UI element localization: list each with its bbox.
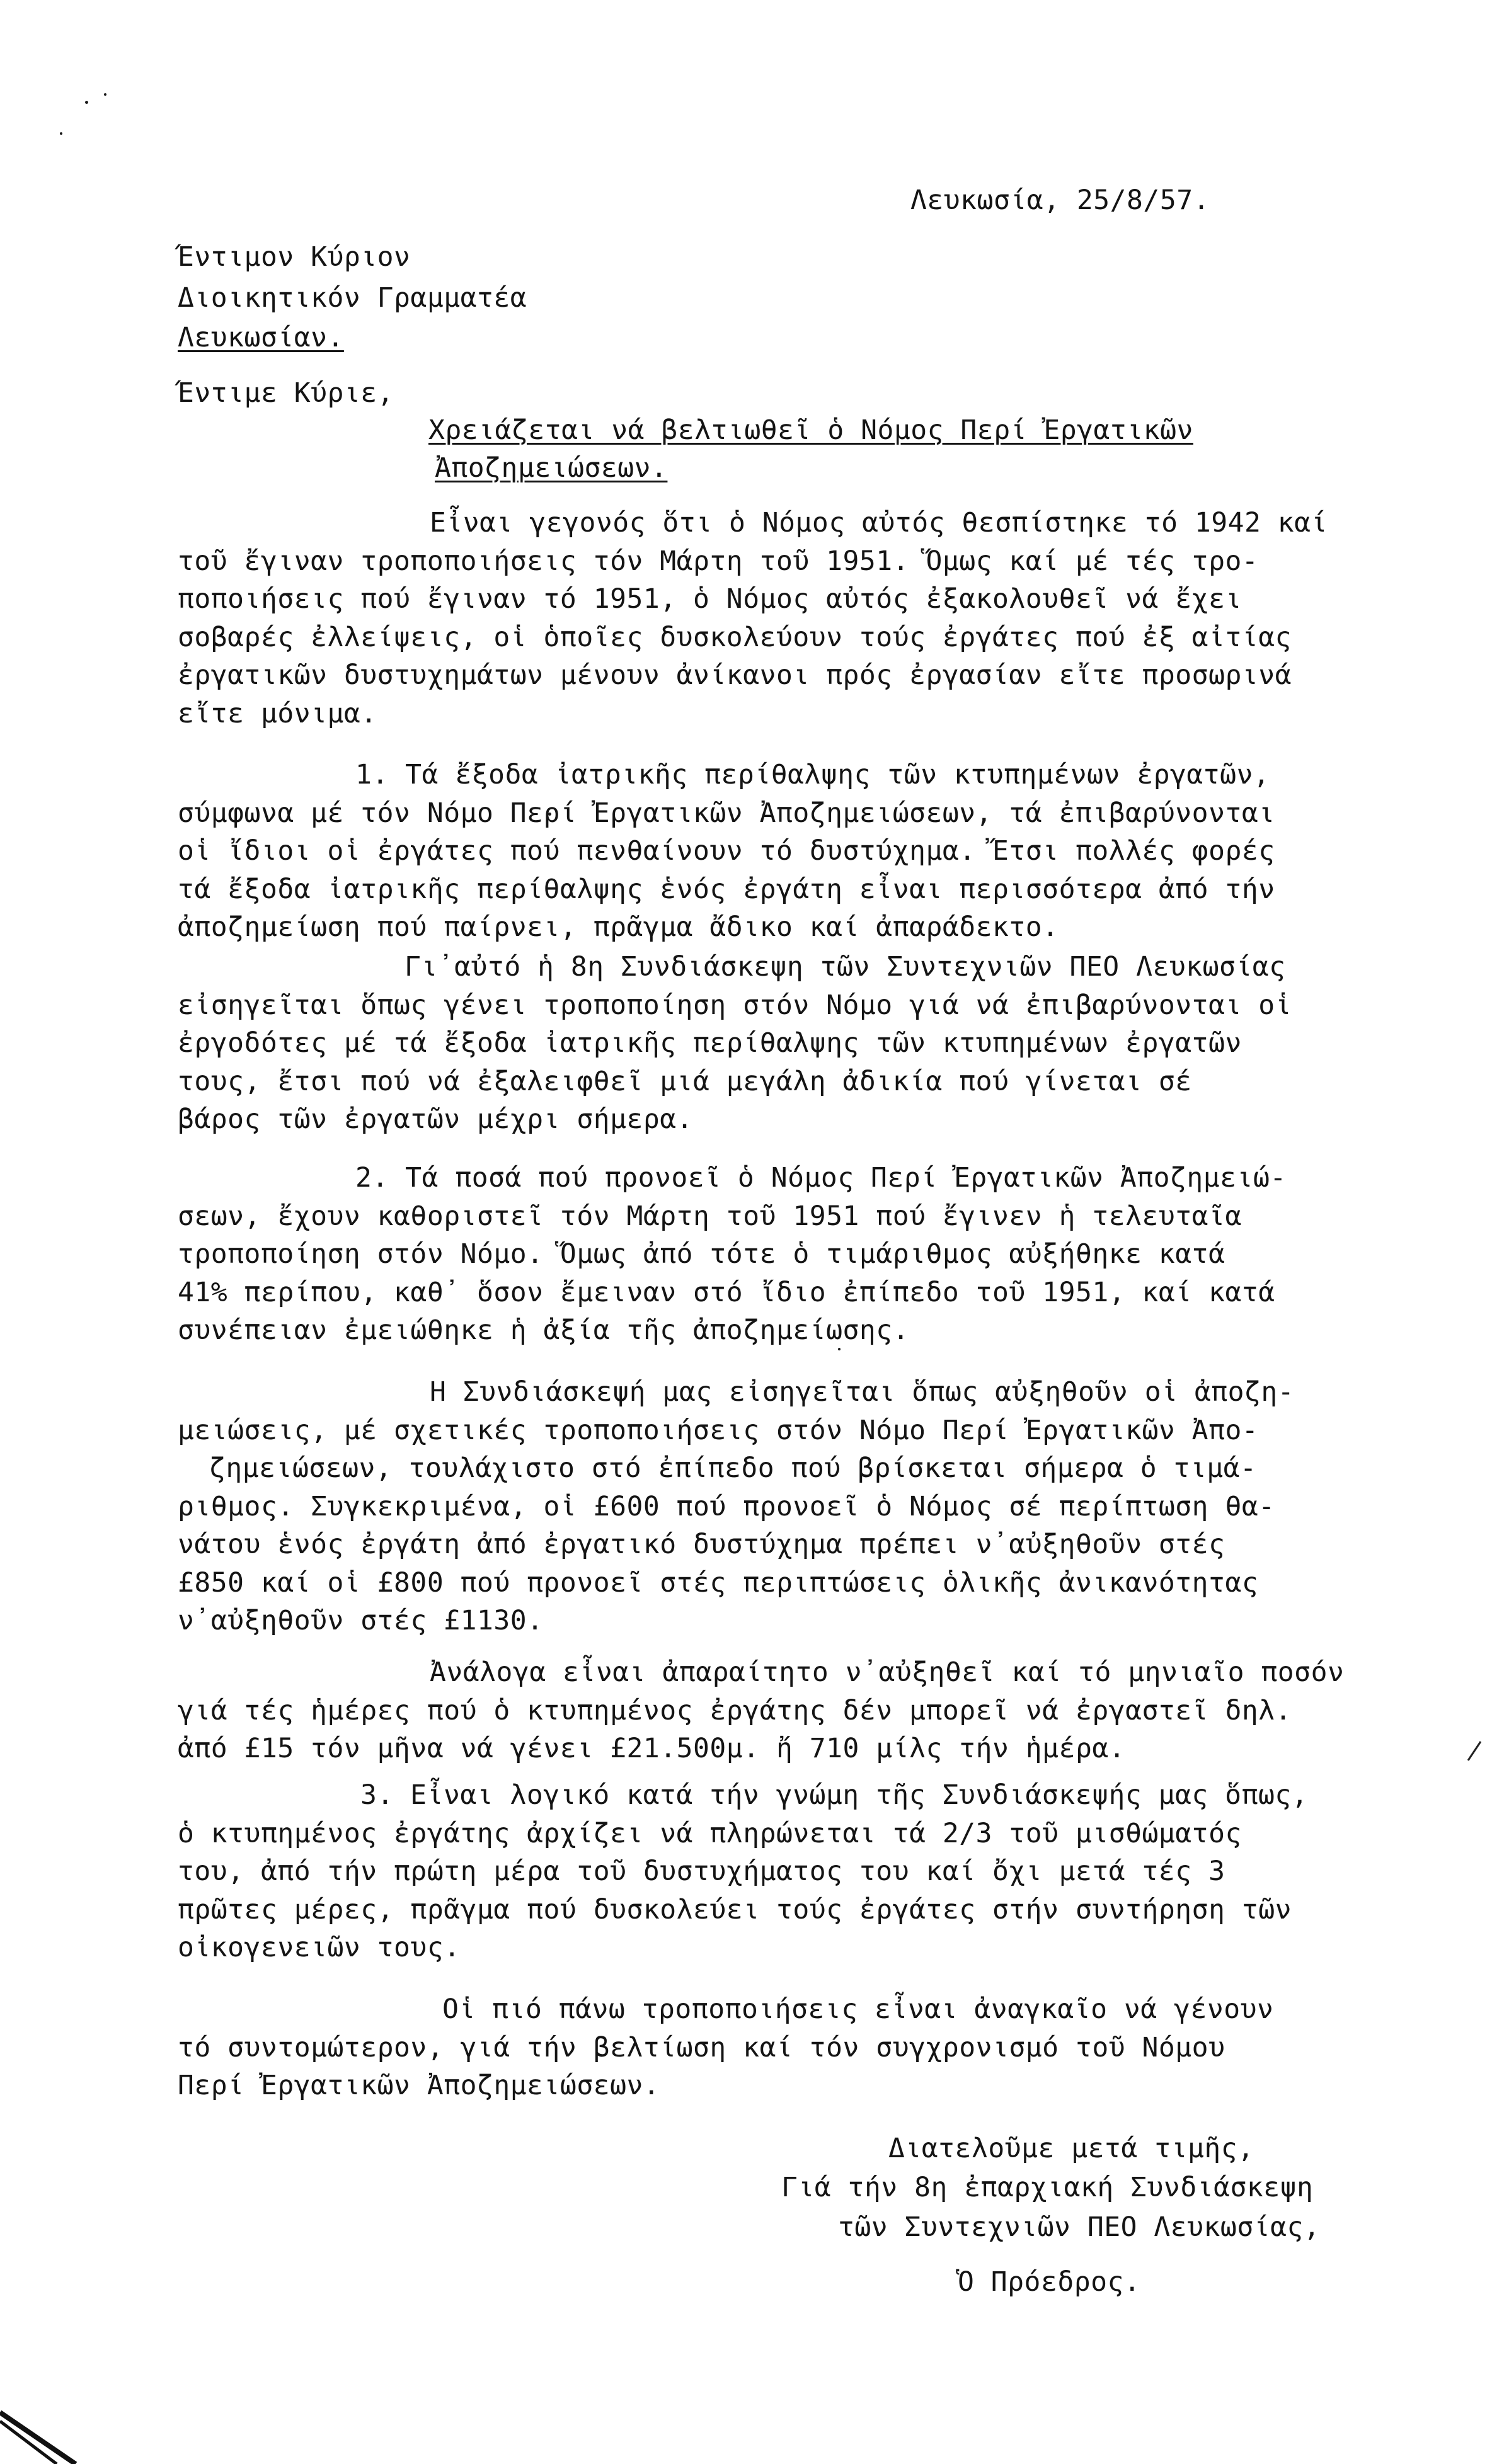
paragraph-line: τοῦ ἔγιναν τροποποιήσεις τόν Μάρτη τοῦ 1951. Ὅμως καί μέ τές τρο- — [178, 545, 1259, 577]
paragraph-line: οἰκογενειῶν τους. — [178, 1932, 461, 1963]
paragraph-line: ν᾽αὐξηθοῦν στές £1130. — [178, 1605, 544, 1636]
paragraph-line: ὁ κτυπημένος ἐργάτης ἀρχίζει νά πληρώνεται τά 2/3 τοῦ μισθώματός — [178, 1817, 1242, 1849]
paragraph-line: σύμφωνα μέ τόν Νόμο Περί Ἐργατικῶν Ἀποζημειώσεων, τά ἐπιβαρύνονται — [178, 797, 1275, 829]
letter-date: Λευκωσία, 25/8/57. — [910, 185, 1210, 216]
paragraph-line: ζημειώσεων, τουλάχιστο στό ἐπίπεδο πού βρίσκεται σήμερα ὁ τιμά- — [209, 1452, 1257, 1484]
paragraph-line: ἀποζημείωση πού παίρνει, πρᾶγμα ἄδικο καί ἀπαράδεκτο. — [178, 911, 1059, 943]
paragraph-line: £850 καί οἱ £800 πού προνοεῖ στές περιπτώσεις ὁλικῆς ἀνικανότητας — [178, 1566, 1259, 1599]
recipient-line-3: Λευκωσίαν. — [178, 322, 344, 353]
closing-line-1: Διατελοῦμε μετά τιμῆς, — [888, 2133, 1254, 2164]
paragraph-line: 1. Τά ἔξοδα ἰατρικῆς περίθαλψης τῶν κτυπημένων ἐργατῶν, — [355, 759, 1270, 790]
paragraph-proposal-2 — [178, 1373, 1294, 1640]
paragraph-conclusion — [178, 1990, 1273, 2105]
scan-speck — [104, 93, 106, 96]
paragraph-line: βάρος τῶν ἐργατῶν μέχρι σήμερα. — [178, 1104, 694, 1135]
paragraph-line: τά ἔξοδα ἰατρικῆς περίθαλψης ἑνός ἐργάτη εἶναι περισσότερα ἀπό τήν — [178, 873, 1275, 905]
paragraph-point-3 — [178, 1776, 1308, 1967]
subject-line-2: Ἀποζημειώσεων. — [435, 452, 668, 484]
paragraph-line: Γι᾽αὐτό ἡ 8η Συνδιάσκεψη τῶν Συντεχνιῶν ΠΕΟ Λευκωσίας — [405, 951, 1286, 983]
paragraph-line: 2. Τά ποσά πού προνοεῖ ὁ Νόμος Περί Ἐργατικῶν Ἀποζημειώ- — [355, 1162, 1287, 1194]
recipient-line-1: Έντιμον Κύριον — [178, 241, 411, 273]
paragraph-line: ριθμος. Συγκεκριμένα, οἱ £600 πού προνοεῖ ὁ Νόμος σέ περίπτωση θα- — [178, 1490, 1275, 1522]
paragraph-line: εἴτε μόνιμα. — [178, 697, 377, 729]
paragraph-line: συνέπειαν ἐμειώθηκε ἡ ἀξία τῆς ἀποζημείωσης. — [178, 1315, 910, 1346]
paragraph-line: οἱ ἴδιοι οἱ ἐργάτες πού πενθαίνουν τό δυστύχημα. Ἔτσι πολλές φορές — [178, 835, 1275, 867]
paragraph-line: 41% περίπου, καθ᾽ ὅσον ἔμειναν στό ἴδιο ἐπίπεδο τοῦ 1951, καί κατά — [178, 1276, 1275, 1308]
closing-line-3: τῶν Συντεχνιῶν ΠΕΟ Λευκωσίας, — [838, 2211, 1321, 2243]
paragraph-line: πρῶτες μέρες, πρᾶγμα πού δυσκολεύει τούς ἐργάτες στήν συντήρηση τῶν — [178, 1893, 1292, 1925]
paragraph-point-1 — [178, 756, 1275, 947]
paragraph-line: ἐργατικῶν δυστυχημάτων μένουν ἀνίκανοι πρός ἐργασίαν εἴτε προσωρινά — [178, 659, 1292, 691]
paragraph-line: του, ἀπό τήν πρώτη μέρα τοῦ δυστυχήματος του καί ὄχι μετά τές 3 — [178, 1856, 1225, 1887]
paragraph-line: τους, ἔτσι πού νά ἐξαλειφθεῖ μιά μεγάλη ἀδικία πού γίνεται σέ — [178, 1065, 1192, 1097]
paragraph-monthly — [178, 1653, 1344, 1768]
paragraph-proposal-1 — [178, 948, 1292, 1139]
subject-line-1: Χρειάζεται νά βελτιωθεῖ ὁ Νόμος Περί Ἐργατικῶν — [428, 414, 1193, 446]
scan-tick-mark — [1465, 1738, 1484, 1764]
paragraph-line: ἀπό £15 τόν μῆνα νά γένει £21.500μ. ἤ 710 μίλς τήν ἡμέρα. — [178, 1733, 1126, 1764]
paragraph-line: ποποιήσεις πού ἔγιναν τό 1951, ὁ Νόμος αὐτός ἐξακολουθεῖ νά ἔχει — [178, 583, 1242, 615]
paragraph-line: Εἶναι γεγονός ὅτι ὁ Νόμος αὐτός θεσπίστηκε τό 1942 καί — [430, 507, 1328, 539]
paragraph-line: τό συντομώτερον, γιά τήν βελτίωση καί τόν συγχρονισμό τοῦ Νόμου — [178, 2031, 1225, 2063]
paragraph-line: εἰσηγεῖται ὅπως γένει τροποποίηση στόν Νόμο γιά νά ἐπιβαρύνονται οἱ — [178, 989, 1292, 1021]
paragraph-line: νάτου ἑνός ἐργάτη ἀπό ἐργατικό δυστύχημα πρέπει ν᾽αὐξηθοῦν στές — [178, 1529, 1225, 1560]
paragraph-line: Η Συνδιάσκεψή μας εἰσηγεῖται ὅπως αὐξηθοῦν οἱ ἀποζη- — [430, 1376, 1295, 1408]
paragraph-line: σεων, ἔχουν καθοριστεῖ τόν Μάρτη τοῦ 1951 πού ἔγινεν ἡ τελευταῖα — [178, 1200, 1242, 1232]
paragraph-intro — [178, 504, 1328, 733]
paragraph-line: 3. Εἶναι λογικό κατά τήν γνώμη τῆς Συνδιάσκεψής μας ὅπως, — [360, 1779, 1309, 1811]
signature-title: Ὁ Πρόεδρος. — [958, 2266, 1141, 2298]
salutation: Έντιμε Κύριε, — [178, 377, 394, 409]
closing-line-2: Γιά τήν 8η ἐπαρχιακή Συνδιάσκεψη — [781, 2172, 1314, 2203]
paragraph-line: Περί Ἐργατικῶν Ἀποζημειώσεων. — [178, 2070, 660, 2101]
paragraph-line: γιά τές ἡμέρες πού ὁ κτυπημένος ἐργάτης δέν μπορεῖ νά ἐργαστεῖ δηλ. — [178, 1694, 1292, 1726]
paragraph-line: σοβαρές ἐλλείψεις, οἱ ὁποῖες δυσκολεύουν τούς ἐργάτες πού ἐξ αἰτίας — [178, 621, 1292, 653]
paragraph-line: Ἀνάλογα εἶναι ἀπαραίτητο ν᾽αὐξηθεῖ καί τό μηνιαῖο ποσόν — [430, 1657, 1345, 1688]
scan-speck — [85, 101, 88, 104]
paragraph-line: τροποποίηση στόν Νόμο. Ὅμως ἀπό τότε ὁ τιμάριθμος αὐξήθηκε κατά — [178, 1238, 1225, 1270]
scan-speck — [60, 132, 62, 135]
paragraph-line: Οἱ πιό πάνω τροποποιήσεις εἶναι ἀναγκαῖο νά γένουν — [442, 1993, 1274, 2025]
recipient-line-2: Διοικητικόν Γραμματέα — [178, 282, 527, 314]
scan-corner-mark — [0, 2400, 88, 2464]
paragraph-line: μειώσεις, μέ σχετικές τροποποιήσεις στόν Νόμο Περί Ἐργατικῶν Ἀπο- — [178, 1414, 1259, 1446]
paragraph-point-2 — [178, 1159, 1287, 1350]
paragraph-line: ἐργοδότες μέ τά ἔξοδα ἰατρικῆς περίθαλψης τῶν κτυπημένων ἐργατῶν — [178, 1027, 1242, 1059]
